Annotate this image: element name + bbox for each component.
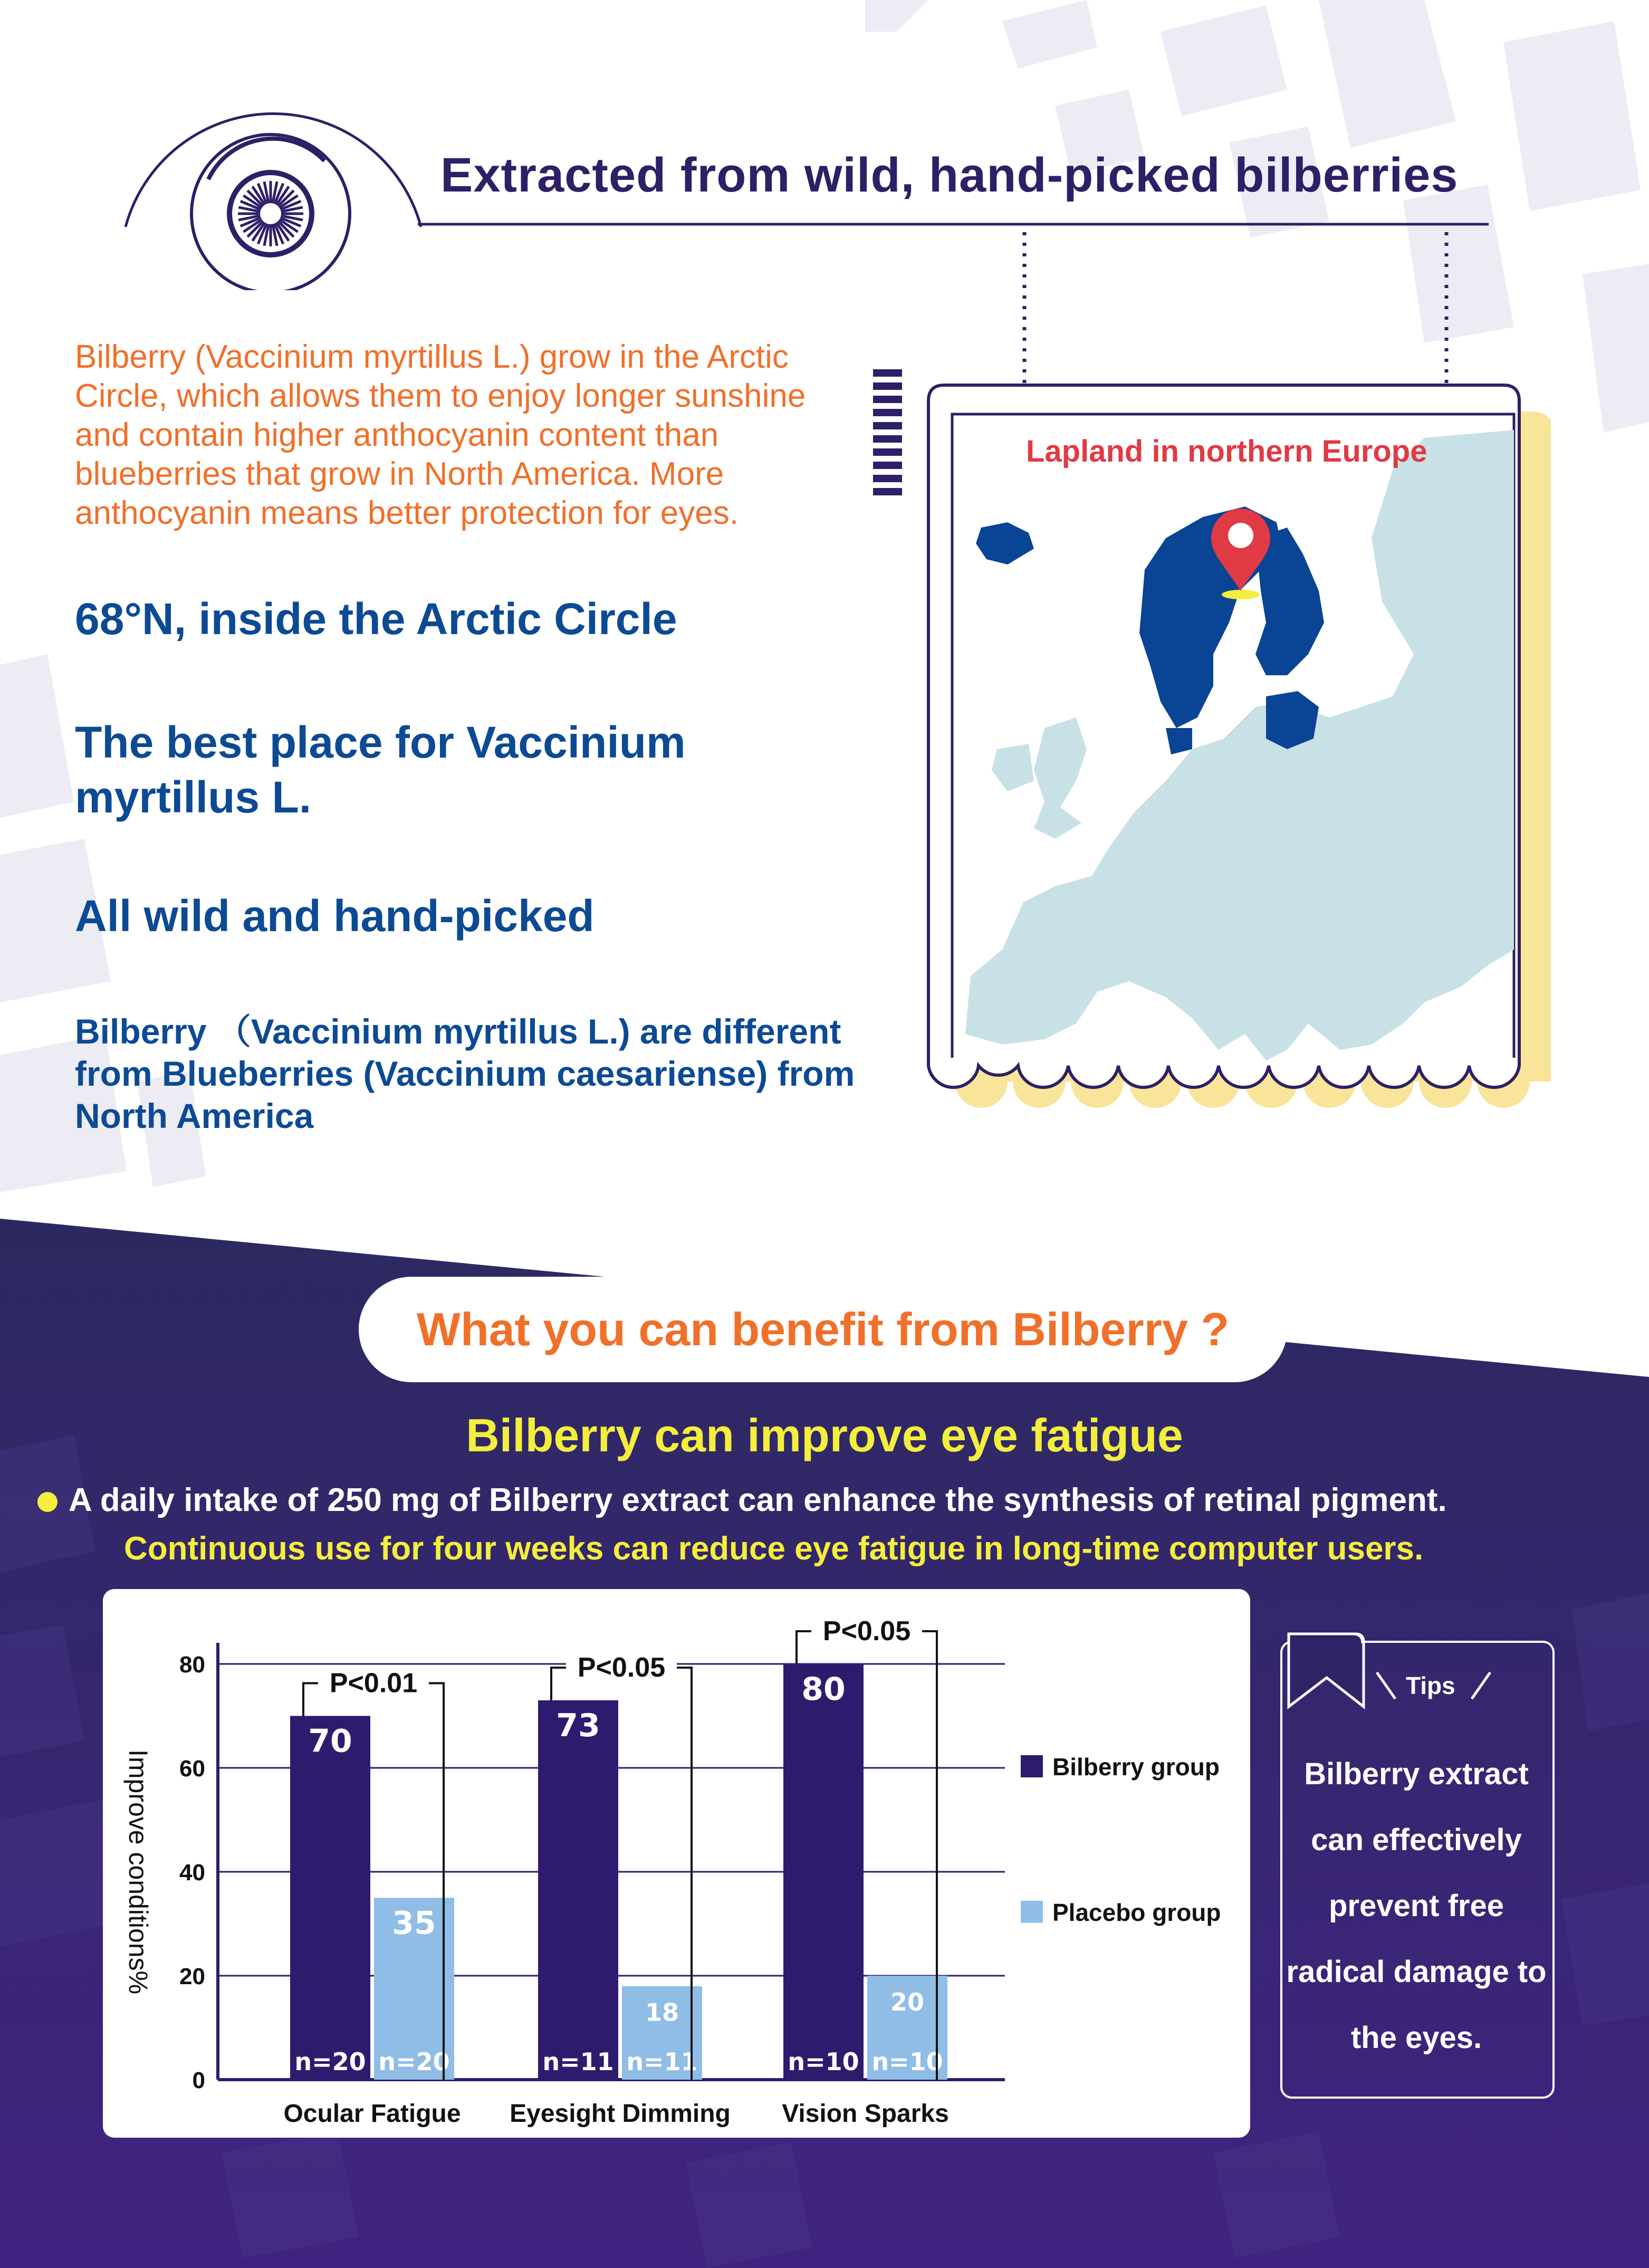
x-tick-label: Vision Sparks (782, 2100, 949, 2128)
map-label: Lapland in northern Europe (1026, 434, 1427, 468)
intro-paragraph: Bilberry (Vaccinium myrtillus L.) grow in the Arctic Circle, which allows them to enjoy longer sunshine and contain higher anthocyanin content than blueberries that grow in North America. More anthocyanin means better protection for eyes. (75, 339, 806, 531)
bar-n-label: n=10 (788, 2047, 859, 2076)
bar-value-label: 73 (556, 1707, 600, 1744)
significance-label: P<0.05 (577, 1652, 666, 1683)
legend-label: Bilberry group (1052, 1753, 1220, 1781)
stripe-marker (873, 369, 905, 512)
bar-n-label: n=10 (871, 2047, 943, 2076)
benefit-subtitle: Bilberry can improve eye fatigue (466, 1409, 1183, 1461)
bar-chart (103, 1589, 1250, 2138)
y-tick-label: 20 (179, 1964, 205, 1989)
significance-label: P<0.01 (329, 1668, 418, 1699)
bar-bilberry (783, 1664, 864, 2080)
bar-n-label: n=20 (294, 2047, 366, 2076)
legend-label: Placebo group (1052, 1898, 1221, 1926)
tips-label: Tips (1406, 1672, 1455, 1699)
bar-bilberry (538, 1700, 618, 2080)
bar-value-label: 20 (890, 1988, 925, 2016)
europe-map (918, 380, 1551, 1118)
x-tick-label: Eyesight Dimming (510, 2100, 731, 2128)
difference-note: Bilberry （Vaccinium myrtillus L.) are different from Blueberries (Vaccinium caesariense) from North America (75, 1012, 855, 1135)
bar-bilberry (290, 1716, 370, 2080)
chart-card (103, 1589, 1250, 2138)
bar-value-label: 35 (392, 1905, 436, 1942)
fact-wild-picked: All wild and hand-picked (75, 891, 595, 941)
x-tick-label: Ocular Fatigue (283, 2100, 461, 2128)
bar-n-label: n=11 (542, 2047, 614, 2076)
y-tick-label: 0 (192, 2068, 205, 2093)
y-tick-label: 80 (179, 1652, 205, 1678)
bullet-dot-icon (36, 1490, 62, 1517)
significance-label: P<0.05 (822, 1616, 911, 1647)
hanging-dotted-lines (1002, 227, 1477, 396)
bar-n-label: n=11 (626, 2047, 698, 2076)
benefit-bullet-1: A daily intake of 250 mg of Bilberry extract can enhance the synthesis of retinal pigment. (69, 1482, 1447, 1518)
y-axis-label: Improve conditions% (123, 1749, 153, 1995)
bar-value-label: 18 (645, 1998, 679, 2027)
legend-swatch (1021, 1901, 1043, 1923)
y-tick-label: 60 (179, 1756, 205, 1782)
bar-n-label: n=20 (378, 2047, 450, 2076)
tips-text: Bilberry extract can effectively prevent free radical damage to the eyes. (1286, 1757, 1547, 2055)
bar-value-label: 70 (308, 1722, 352, 1760)
y-tick-label: 40 (179, 1860, 205, 1886)
bar-value-label: 80 (801, 1671, 846, 1708)
section-title: What you can benefit from Bilberry ? (359, 1277, 1287, 1382)
legend-swatch (1021, 1755, 1043, 1777)
fact-latitude: 68°N, inside the Arctic Circle (75, 594, 677, 644)
page-title: Extracted from wild, hand-picked bilberries (440, 148, 1459, 202)
benefit-bullet-2: Continuous use for four weeks can reduce eye fatigue in long-time computer users. (124, 1530, 1424, 1567)
fact-best-place: The best place for Vaccinium myrtillus L. (75, 717, 686, 822)
